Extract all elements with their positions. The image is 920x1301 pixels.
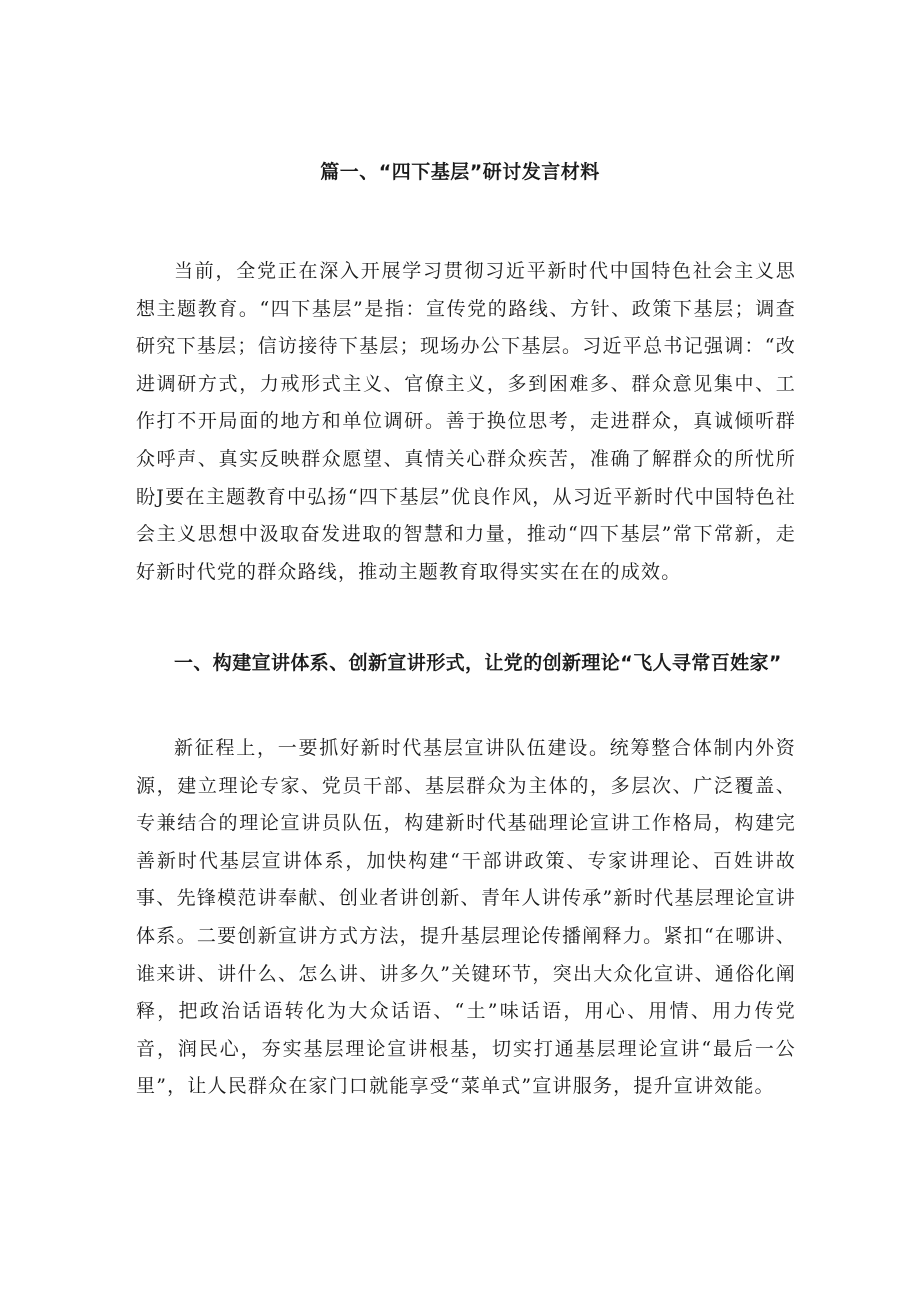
body-paragraph-2: 新征程上，一要抓好新时代基层宣讲队伍建设。统筹整合体制内外资源，建立理论专家、党员干部、基层群众为主体的，多层次、广泛覆盖、专兼结合的理论宣讲员队伍，构建新时代基础理论宣讲工作格局，构建完善新时代基层宣讲体系，加快构建“干部讲政策、专家讲理论、百姓讲故事、先锋模范讲奉献、创业者讲创新、青年人讲传承”新时代基层理论宣讲体系。二要创新宣讲方式方法，提升基层理论传播阐释力。紧扣“在哪讲、谁来讲、讲什么、怎么讲、讲多久”关键环节，突出大众化宣讲、通俗化阐释，把政治话语转化为大众话语、“土”味话语，用心、用情、用力传党音，润民心，夯实基层理论宣讲根基，切实打通基层理论宣讲“最后一公里”，让人民群众在家门口就能享受“菜单式”宣讲服务，提升宣讲效能。 [136, 737, 796, 1098]
body-paragraph-1: 当前，全党正在深入开展学习贯彻习近平新时代中国特色社会主义思想主题教育。“四下基层”是指：宣传党的路线、方针、政策下基层；调查研究下基层；信访接待下基层；现场办公下基层。习近平总书记强调：“改进调研方式，力戒形式主义、官僚主义，多到困难多、群众意见集中、工作打不开局面的地方和单位调研。善于换位思考，走进群众，真诚倾听群众呼声、真实反映群众愿望、真情关心群众疾苦，准确了解群众的所忧所盼J要在主题教育中弘扬“四下基层”优良作风，从习近平新时代中国特色社会主义思想中汲取奋发进取的智慧和力量，推动“四下基层”常下常新，走好新时代党的群众路线，推动主题教育取得实实在在的成效。 [136, 260, 796, 583]
document-title: 篇一、“四下基层”研讨发言材料 [320, 161, 600, 183]
section-heading-1: 一、构建宣讲体系、创新宣讲形式，让党的创新理论“飞人寻常百姓家” [174, 652, 782, 674]
